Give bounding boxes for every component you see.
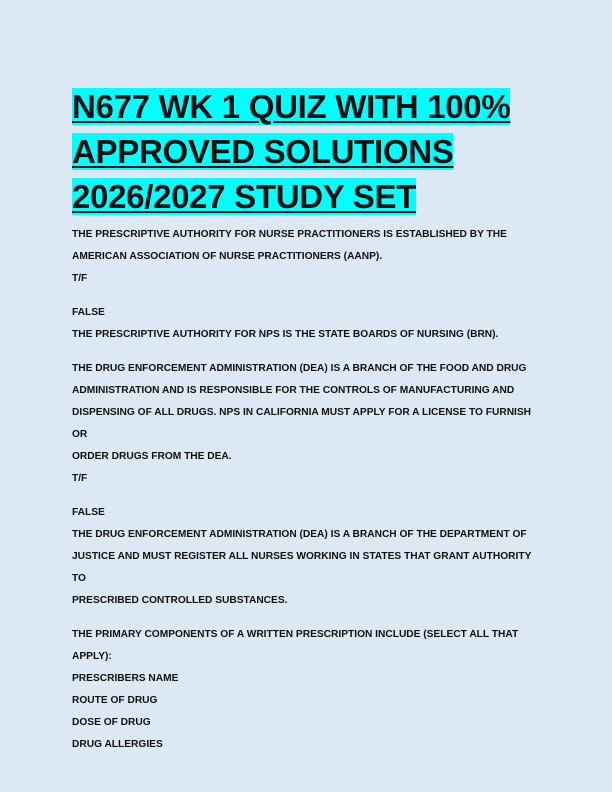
- text-line: ADMINISTRATION AND IS RESPONSIBLE FOR THE CONTROLS OF MANUFACTURING AND: [72, 385, 515, 396]
- title-line-2: APPROVED SOLUTIONS: [72, 133, 454, 170]
- text-line: ROUTE OF DRUG: [72, 695, 158, 706]
- text-line: FALSE: [72, 507, 105, 518]
- text-line: T/F: [72, 273, 88, 284]
- text-line: PRESCRIBED CONTROLLED SUBSTANCES.: [72, 595, 288, 606]
- text-line: T/F: [72, 473, 88, 484]
- answer-block-1: [72, 302, 542, 346]
- answer-block-2: [72, 502, 542, 612]
- text-line: PRESCRIBERS NAME: [72, 673, 179, 684]
- text-line: ORDER DRUGS FROM THE DEA.: [72, 451, 232, 462]
- text-line: THE PRESCRIPTIVE AUTHORITY FOR NPS IS THE STATE BOARDS OF NURSING (BRN).: [72, 329, 499, 340]
- text-line: THE DRUG ENFORCEMENT ADMINISTRATION (DEA) IS A BRANCH OF THE DEPARTMENT OF: [72, 529, 527, 540]
- question-block-1: [72, 224, 542, 290]
- document-title: [72, 84, 542, 219]
- text-line: DRUG ALLERGIES: [72, 739, 163, 750]
- text-line: THE PRESCRIPTIVE AUTHORITY FOR NURSE PRACTITIONERS IS ESTABLISHED BY THE: [72, 229, 507, 240]
- title-line-3: 2026/2027 STUDY SET: [72, 178, 417, 215]
- text-line: THE DRUG ENFORCEMENT ADMINISTRATION (DEA) IS A BRANCH OF THE FOOD AND DRUG: [72, 363, 527, 374]
- text-line: JUSTICE AND MUST REGISTER ALL NURSES WORKING IN STATES THAT GRANT AUTHORITY TO: [72, 551, 532, 584]
- question-block-3: [72, 624, 542, 756]
- text-line: APPLY):: [72, 651, 112, 662]
- question-block-2: [72, 358, 542, 490]
- title-line-1: N677 WK 1 QUIZ WITH 100%: [72, 88, 511, 125]
- text-line: DOSE OF DRUG: [72, 717, 151, 728]
- text-line: AMERICAN ASSOCIATION OF NURSE PRACTITIONERS (AANP).: [72, 251, 383, 262]
- text-line: DISPENSING OF ALL DRUGS. NPS IN CALIFORNIA MUST APPLY FOR A LICENSE TO FURNISH OR: [72, 407, 532, 440]
- text-line: FALSE: [72, 307, 105, 318]
- document-body: [72, 224, 542, 756]
- text-line: THE PRIMARY COMPONENTS OF A WRITTEN PRESCRIPTION INCLUDE (SELECT ALL THAT: [72, 629, 519, 640]
